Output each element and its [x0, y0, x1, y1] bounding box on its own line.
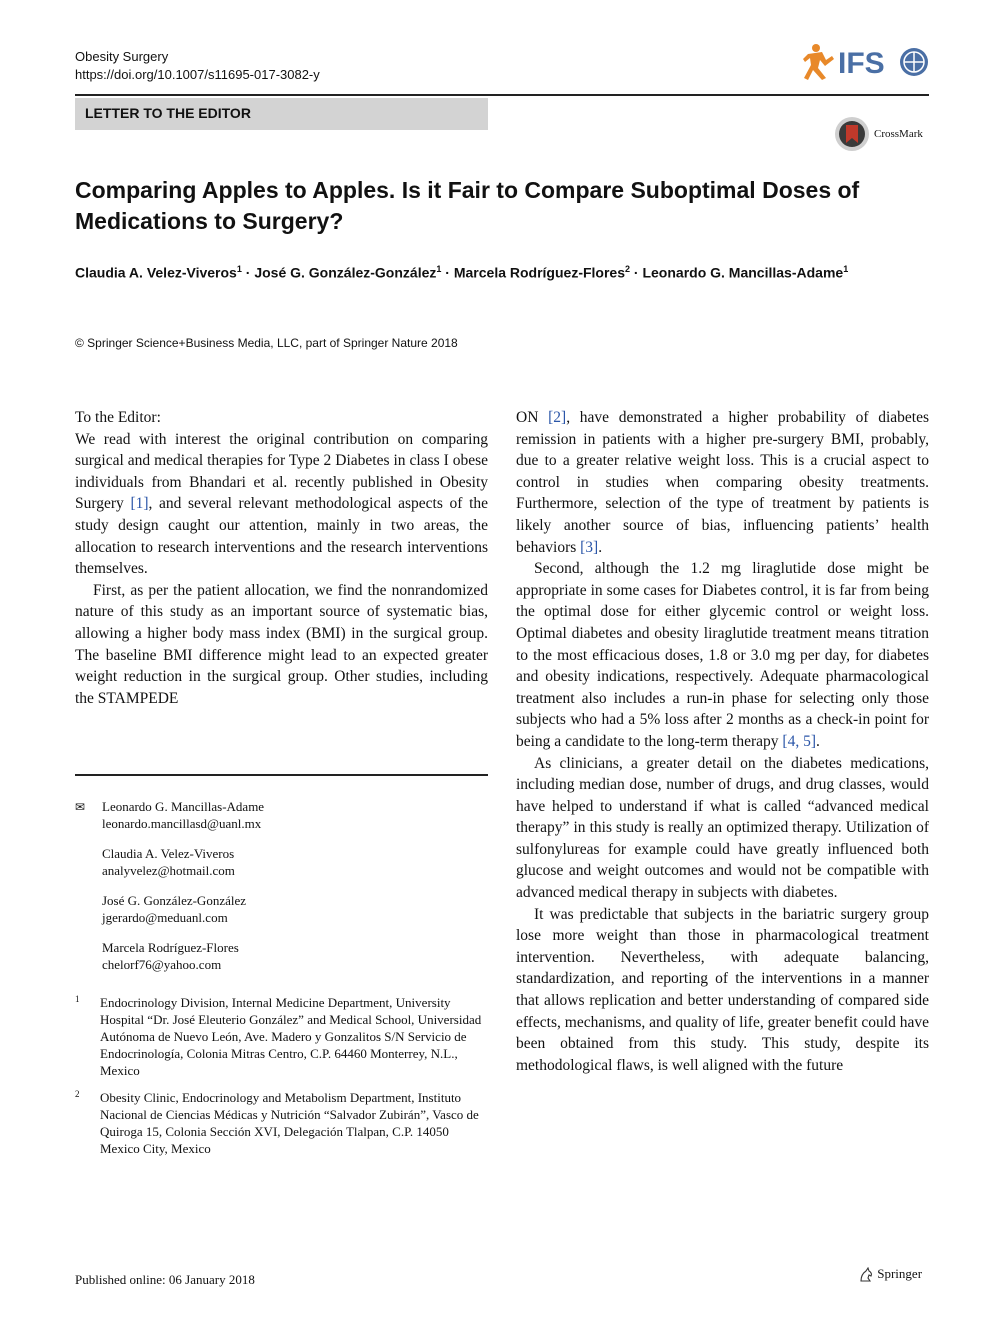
citation-link[interactable]: [1]: [130, 495, 149, 513]
body-column-left: [75, 407, 488, 709]
contact-email[interactable]: analyvelez@hotmail.com: [102, 863, 235, 878]
springer-horse-icon: [858, 1267, 874, 1283]
body-column-right: [516, 407, 929, 1076]
contact-name: Marcela Rodríguez-Flores: [102, 940, 239, 955]
author-name: Marcela Rodríguez-Flores: [453, 264, 625, 281]
author-name: José G. González-González: [254, 264, 437, 281]
doi-link[interactable]: https://doi.org/10.1007/s11695-017-3082-y: [75, 67, 320, 82]
contact-name: Leonardo G. Mancillas-Adame: [102, 799, 265, 814]
body-paragraph: It was predictable that subjects in the bariatric surgery group lose more weight than those in pharmacological treatment intervention. Nevertheless, with adequate balancing, standardization, and reporting of the interventions in a manner that allows replication and better understanding of compared side effects, mechanisms, and quality of life, greater benefit could have been obtained from this study. This study, despite its methodological flaws, is well aligned with the future: [516, 905, 929, 1074]
body-paragraph: As clinicians, a greater detail on the diabetes medications, including median dose, number of drugs, and drug classes, would have helped to understand if what is called “advanced medical therapy” in this study is really an optimized therapy. Utilization of sulfonylureas for example could have greatly influenced both glucose and weight outcomes and would not be compatible with advanced medical therapy in subjects with diabetes.: [516, 754, 929, 902]
running-figure-icon: [803, 44, 834, 80]
citation-link[interactable]: [4, 5]: [782, 732, 816, 750]
citation-link[interactable]: [3]: [580, 538, 599, 556]
logo-text: IFS: [838, 47, 885, 80]
affiliation-text: Endocrinology Division, Internal Medicine Department, University Hospital “Dr. José Eleuterio González” and Medical School, Universidad Autónoma de Nuevo León, Ave. Madero y Gonzalitos S/N Servicio de Endocrinología, Colonia Mitras Centro, C.P. 64460 Monterrey, N.L., Mexico: [100, 995, 482, 1078]
contact-entry: [102, 892, 488, 926]
publisher-name: Springer: [877, 1266, 923, 1281]
contact-list: [75, 798, 488, 986]
author-affil: 1: [236, 264, 242, 274]
journal-header: [75, 48, 320, 84]
body-paragraph: We read with interest the original contribution on comparing surgical and medical therapies for Type 2 Diabetes in class I obese individuals from Bhandari et al. recently published in Obesity Surgery [1], and several relevant methodological aspects of the study design caught our attention, mainly in two areas, the allocation to research interventions and the research interventions themselves.: [75, 430, 489, 578]
ifso-logo: [802, 40, 930, 82]
contact-entry: [75, 798, 488, 832]
journal-name: Obesity Surgery: [75, 49, 169, 64]
affiliation-entry: [75, 1089, 488, 1157]
body-paragraph: First, as per the patient allocation, we find the nonrandomized nature of this study as an important source of systematic bias, allowing a higher body mass index (BMI) in the surgical group. The baseline BMI difference might lead to an expected greater weight reduction in the surgical group. Other studies, including the STAMPEDE: [75, 581, 488, 707]
contact-email[interactable]: chelorf76@yahoo.com: [102, 957, 222, 972]
contact-email[interactable]: jgerardo@meduanl.com: [102, 910, 228, 925]
crossmark-icon: [834, 116, 870, 152]
affiliation-text: Obesity Clinic, Endocrinology and Metabolism Department, Instituto Nacional de Ciencias Médicas y Nutrición “Salvador Zubirán”, Vasco de Quiroga 15, Colonia Sección XVI, Delegación Tlalpan, C.P. 14050 Mexico City, Mexico: [100, 1090, 479, 1156]
footnote-rule: [75, 774, 488, 776]
contact-entry: [102, 939, 488, 973]
globe-icon: [900, 48, 928, 76]
affiliation-number: 2: [75, 1089, 80, 1099]
affiliation-list: [75, 994, 488, 1167]
contact-name: José G. González-González: [102, 893, 247, 908]
published-date: Published online: 06 January 2018: [75, 1272, 255, 1287]
citation-link[interactable]: [2]: [548, 409, 567, 426]
copyright-notice: © Springer Science+Business Media, LLC, part of Springer Nature 2018: [75, 336, 458, 350]
author-list: Claudia A. Velez-Viveros$^1$ · José G. González-González$^1$ · Marcela Rodríguez-Flores$^2$ · Leonardo G. Mancillas-Adame$^1$: [75, 264, 849, 281]
header-rule: [75, 94, 929, 96]
body-paragraph: ON [2], have demonstrated a higher probability of diabetes remission in patients with a higher pre-surgery BMI, probably, due to a greater relative weight loss. This is a crucial aspect to control in studies when comparing obesity treatments. Furthermore, selection of the type of treatment by patients is likely another source of bias, influencing patients’ health behaviors [3].: [516, 409, 930, 556]
contact-email[interactable]: leonardo.mancillasd@uanl.mx: [102, 816, 262, 831]
body-paragraph: Second, although the 1.2 mg liraglutide dose might be appropriate in some cases for Diabetes control, it is far from being the optimal dose for either glycemic control or weight loss. Optimal diabetes and obesity liraglutide treatment means titration to the most efficacious doses, 1.8 or 3.0 mg per day, for diabetes and obesity indications, respectively. Adequate pharmacological treatment also includes a run-in phase for selecting only those subjects who had a 5% loss after 2 months as a check-in point for being a candidate to the long-term therapy [4, 5].: [516, 560, 929, 750]
author-affil: 1: [436, 264, 442, 274]
author-name: Claudia A. Velez-Viveros: [75, 264, 237, 281]
author-name: Leonardo G. Mancillas-Adame: [642, 264, 844, 281]
publisher-mark: [858, 1266, 922, 1283]
affiliation-entry: [75, 994, 488, 1079]
author-affil: 2: [625, 264, 631, 274]
article-title: Comparing Apples to Apples. Is it Fair to Compare Suboptimal Doses of Medications to Surgery?: [75, 177, 860, 234]
contact-name: Claudia A. Velez-Viveros: [102, 846, 235, 861]
author-affil: 1: [843, 264, 849, 274]
envelope-icon: ✉: [75, 800, 86, 814]
salutation: To the Editor:: [75, 409, 161, 426]
affiliation-number: 1: [75, 994, 80, 1004]
crossmark-button[interactable]: [834, 116, 934, 154]
contact-entry: [102, 845, 488, 879]
article-category: LETTER TO THE EDITOR: [75, 98, 488, 130]
crossmark-label: CrossMark: [874, 128, 923, 140]
